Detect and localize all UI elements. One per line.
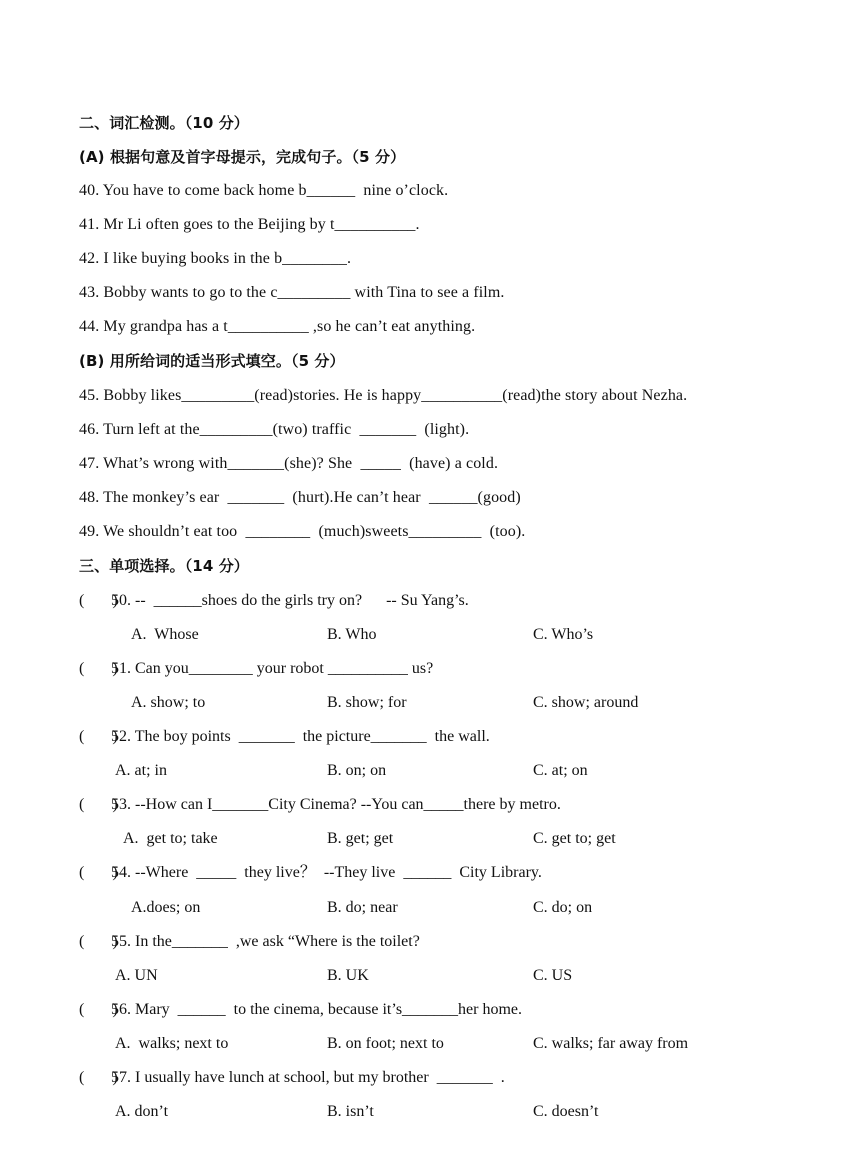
question-44: 44. My grandpa has a t__________ ,so he can’t eat anything. [79,318,476,335]
option-a: A. at; in [115,762,167,779]
question-51: 51. Can you________ your robot __________ us? [111,660,434,677]
answer-blank: ( ) [79,796,118,813]
question-40: 40. You have to come back home b______ nine o’clock. [79,182,449,199]
option-a: A. Whose [131,626,199,643]
option-b: B. do; near [327,899,398,916]
question-52: 52. The boy points _______ the picture_______ the wall. [111,728,490,745]
answer-blank: ( ) [79,592,118,609]
option-c: C. at; on [533,762,588,779]
option-c: C. do; on [533,899,593,916]
question-53: 53. --How can I_______City Cinema? --You can_____there by metro. [111,796,561,813]
option-a: A.does; on [131,899,201,916]
question-47: 47. What’s wrong with_______(she)? She _____ (have) a cold. [79,455,499,472]
question-46: 46. Turn left at the_________(two) traffic _______ (light). [79,421,470,438]
option-a: A. don’t [115,1103,169,1120]
part-b-title: (B) 用所给词的适当形式填空。（5 分） [79,352,345,370]
question-48: 48. The monkey’s ear _______ (hurt).He can’t hear ______(good) [79,489,521,506]
option-c: C. show; around [533,694,639,711]
question-57: 57. I usually have lunch at school, but my brother _______ . [111,1069,505,1086]
answer-blank: ( ) [79,864,118,881]
section-2-title: 二、词汇检测。（10 分） [79,114,249,132]
option-c: C. US [533,967,573,984]
answer-blank: ( ) [79,933,118,950]
answer-blank: ( ) [79,728,118,745]
question-54: 54. --Where _____ they live？ --They live ______ City Library. [111,864,542,881]
option-c: C. Who’s [533,626,594,643]
option-b: B. UK [327,967,369,984]
question-55: 55. In the_______ ,we ask “Where is the toilet? [111,933,420,950]
question-43: 43. Bobby wants to go to the c_________ with Tina to see a film. [79,284,505,301]
question-56: 56. Mary ______ to the cinema, because it’s_______her home. [111,1001,523,1018]
option-a: A. UN [115,967,158,984]
option-c: C. get to; get [533,830,616,847]
option-b: B. get; get [327,830,394,847]
section-3-title: 三、单项选择。（14 分） [79,557,249,575]
option-b: B. isn’t [327,1103,374,1120]
option-b: B. show; for [327,694,407,711]
option-c: C. walks; far away from [533,1035,689,1052]
question-49: 49. We shouldn’t eat too ________ (much)sweets_________ (too). [79,523,526,540]
option-b: B. on; on [327,762,387,779]
option-a: A. walks; next to [115,1035,229,1052]
option-a: A. get to; take [123,830,218,847]
option-c: C. doesn’t [533,1103,599,1120]
question-50: 50. -- ______shoes do the girls try on? -- Su Yang’s. [111,592,469,609]
question-41: 41. Mr Li often goes to the Beijing by t__________. [79,216,420,233]
answer-blank: ( ) [79,1001,118,1018]
question-45: 45. Bobby likes_________(read)stories. He is happy__________(read)the story about Nezha. [79,387,688,404]
option-a: A. show; to [131,694,206,711]
answer-blank: ( ) [79,1069,118,1086]
question-42: 42. I like buying books in the b________. [79,250,352,267]
answer-blank: ( ) [79,660,118,677]
part-a-title: (A) 根据句意及首字母提示，完成句子。（5 分） [79,148,406,166]
option-b: B. on foot; next to [327,1035,444,1052]
option-b: B. Who [327,626,377,643]
